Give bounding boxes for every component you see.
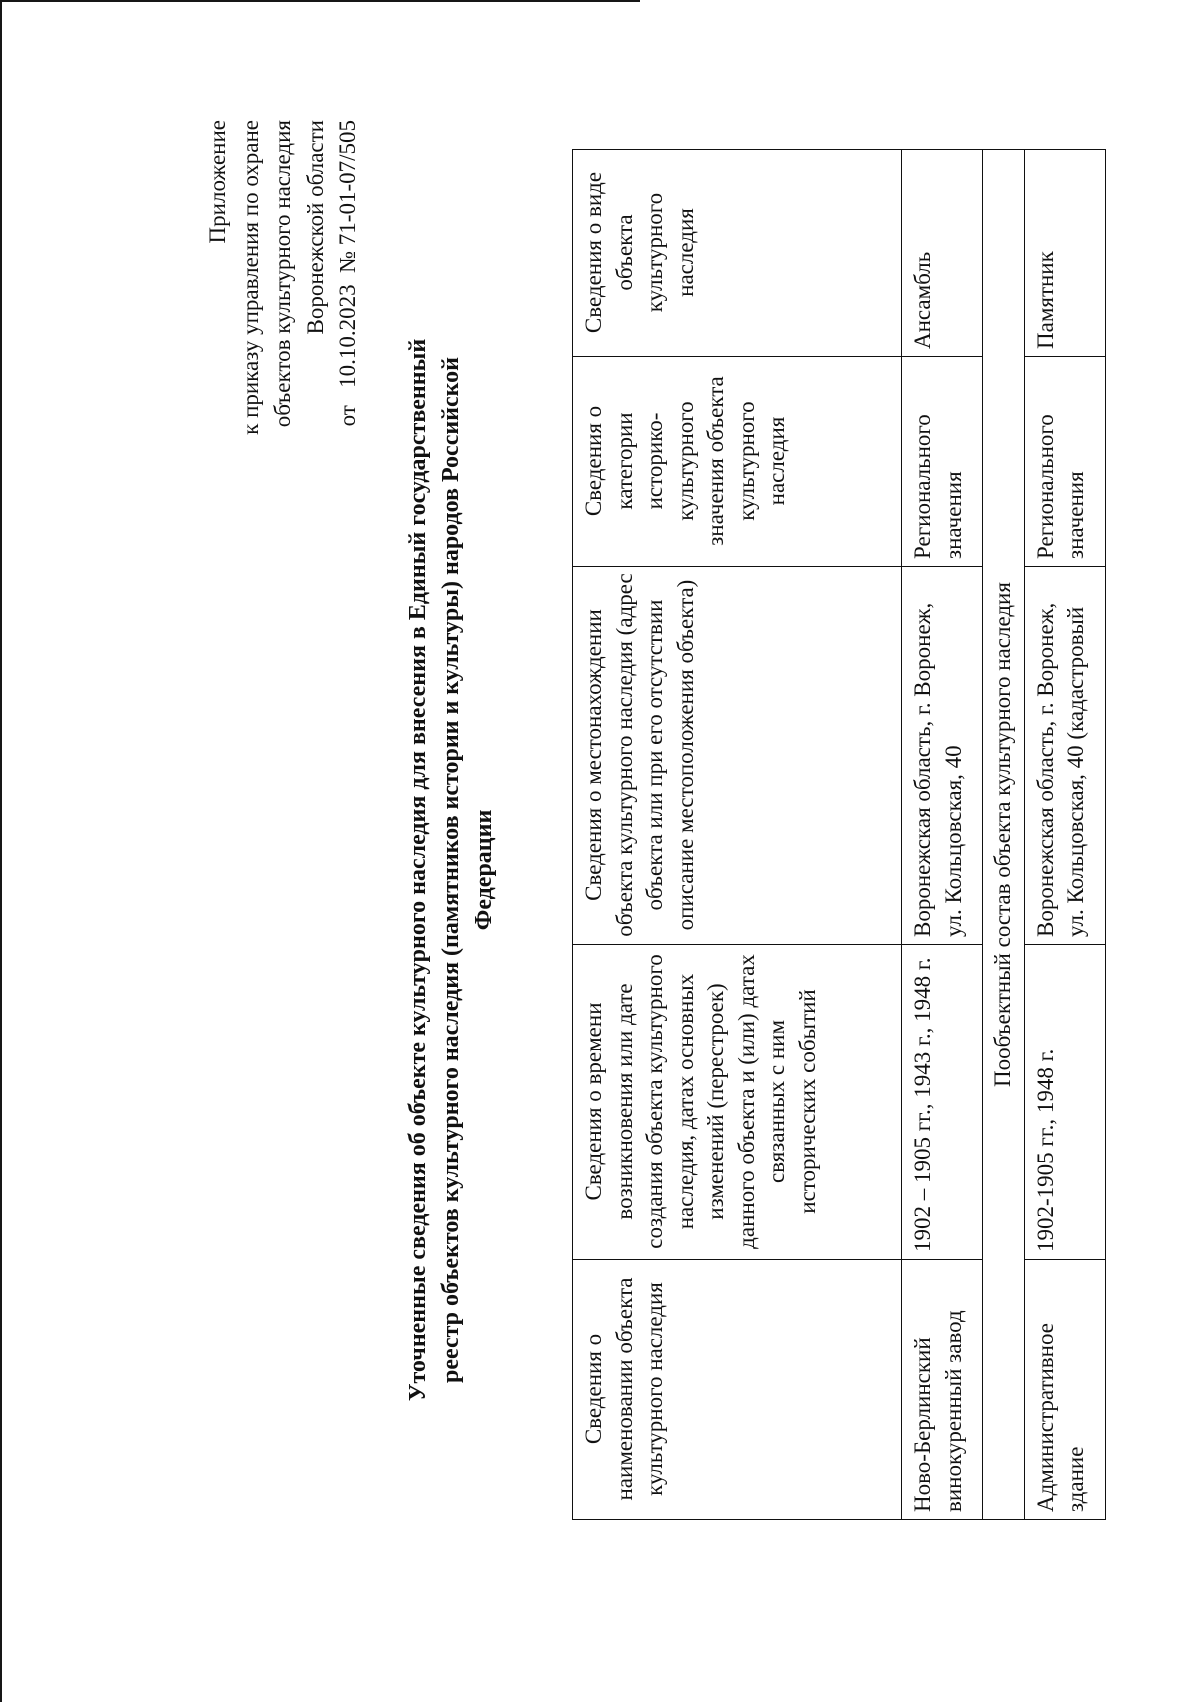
cell-location: Воронежская область, г. Воронеж, ул. Кольцовская, 40 xyxy=(902,567,983,945)
cell-dates: 1902-1905 гг., 1948 г. xyxy=(1024,945,1105,1260)
cell-kind: Ансамбль xyxy=(902,150,983,357)
cell-name: Ново-Берлинский винокуренный завод xyxy=(902,1260,983,1520)
cell-kind: Памятник xyxy=(1024,150,1105,357)
cell-category: Регионального значения xyxy=(1024,357,1105,567)
section-row xyxy=(983,150,1025,1520)
header-dates: Сведения о времени возникновения или дате создания объекта культурного наследия, датах основных изменений (перестроек) данного объекта и (или) датах связанных с ним исторических событий xyxy=(573,945,902,1260)
cell-category: Регионального значения xyxy=(902,357,983,567)
table-row xyxy=(902,150,983,1520)
table-row xyxy=(1024,150,1105,1520)
appendix-date-number: от 10.10.2023 № 71-01-07/505 xyxy=(335,120,360,427)
appendix-header xyxy=(202,120,365,435)
cell-dates: 1902 – 1905 гг., 1943 г., 1948 г. xyxy=(902,945,983,1260)
table-header-row xyxy=(573,150,902,1520)
section-label: Пообъектный состав объекта культурного наследия xyxy=(983,150,1025,1520)
header-category: Сведения о категории историко-культурного значения объекта культурного наследия xyxy=(573,357,902,567)
rotated-page-content xyxy=(52,0,1200,1560)
register-table xyxy=(572,149,1106,1520)
appendix-line-3: Воронежской области xyxy=(302,120,328,335)
cell-name: Административное здание xyxy=(1024,1260,1105,1520)
cell-location: Воронежская область, г. Воронеж, ул. Кольцовская, 40 (кадастровый xyxy=(1024,567,1105,945)
scan-edge-left xyxy=(0,0,2,1702)
header-location: Сведения о местонахождении объекта культурного наследия (адрес объекта или при его отсутствии описание местоположения объекта) xyxy=(573,567,902,945)
document-title: Уточненные сведения об объекте культурного наследия для внесения в Единый государственный реестр объектов культурного наследия (памятников истории и культуры) народов Российской Федерации xyxy=(405,338,497,1402)
header-kind: Сведения о виде объекта культурного наследия xyxy=(573,150,902,357)
appendix-line-2: объектов культурного наследия xyxy=(270,120,295,428)
header-name: Сведения о наименовании объекта культурного наследия xyxy=(573,1260,902,1520)
appendix-title: Приложение xyxy=(205,120,230,244)
appendix-line-1: к приказу управления по охране xyxy=(237,120,263,435)
